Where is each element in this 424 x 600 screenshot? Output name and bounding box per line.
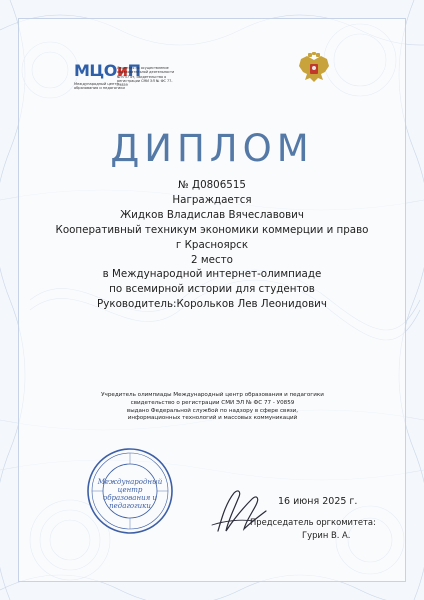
award-body	[20, 178, 404, 312]
diploma-number: № Д0806515	[178, 179, 246, 191]
award-date: 16 июня 2025 г.	[278, 496, 358, 507]
stamp-line: Международный	[97, 478, 163, 486]
awarded-label: Награждается	[172, 193, 252, 206]
license-text: Лицензия на осуществление образовательной деятельности №9757 от, свидетельство о регистрации СМИ ЭЛ № ФС 77-79859	[117, 66, 175, 88]
diploma-title: ДИПЛОМ	[110, 127, 314, 170]
founder-line: выдано Федеральной службой по надзору в сфере связи,	[126, 407, 299, 414]
founder-line: Учредитель олимпиады Международный центр образования и педагогики	[101, 392, 324, 398]
founder-info	[70, 392, 355, 423]
logo-subtitle: Международный центр образования и педагогики	[74, 82, 125, 91]
chair-label: Председатель оргкомитета:	[250, 517, 376, 527]
city: г Красноярск	[175, 238, 249, 251]
organization-stamp	[86, 447, 174, 535]
chairman-signature	[204, 481, 276, 541]
event-line-2: по всемирной истории для студентов	[109, 283, 315, 296]
stamp-line: педагогики	[109, 502, 151, 510]
institution-name: Кооперативный техникум экономики коммерции и право	[55, 223, 369, 236]
logo-mark-i: и	[116, 61, 128, 80]
russian-coat-of-arms-icon	[297, 52, 331, 88]
logo-mark-end: П	[127, 61, 141, 80]
founder-line: информационных технологий и массовых коммуникаций	[127, 415, 298, 422]
chair-name: Гурин В. А.	[302, 530, 351, 540]
place: 2 место	[191, 253, 233, 266]
recipient-name: Жидков Владислав Вячеславович	[120, 208, 304, 221]
founder-line: свидетельство о регистрации СМИ ЭЛ № ФС 77 - У0859	[130, 399, 295, 406]
stamp-line: центр	[117, 486, 143, 494]
logo-mark-main: МЦО	[74, 61, 117, 80]
supervisor: Руководитель:Корольков Лев Леонидович	[97, 298, 327, 311]
event-line-1: в Международной интернет-олимпиаде	[102, 268, 322, 281]
stamp-line: образования и	[103, 494, 157, 502]
